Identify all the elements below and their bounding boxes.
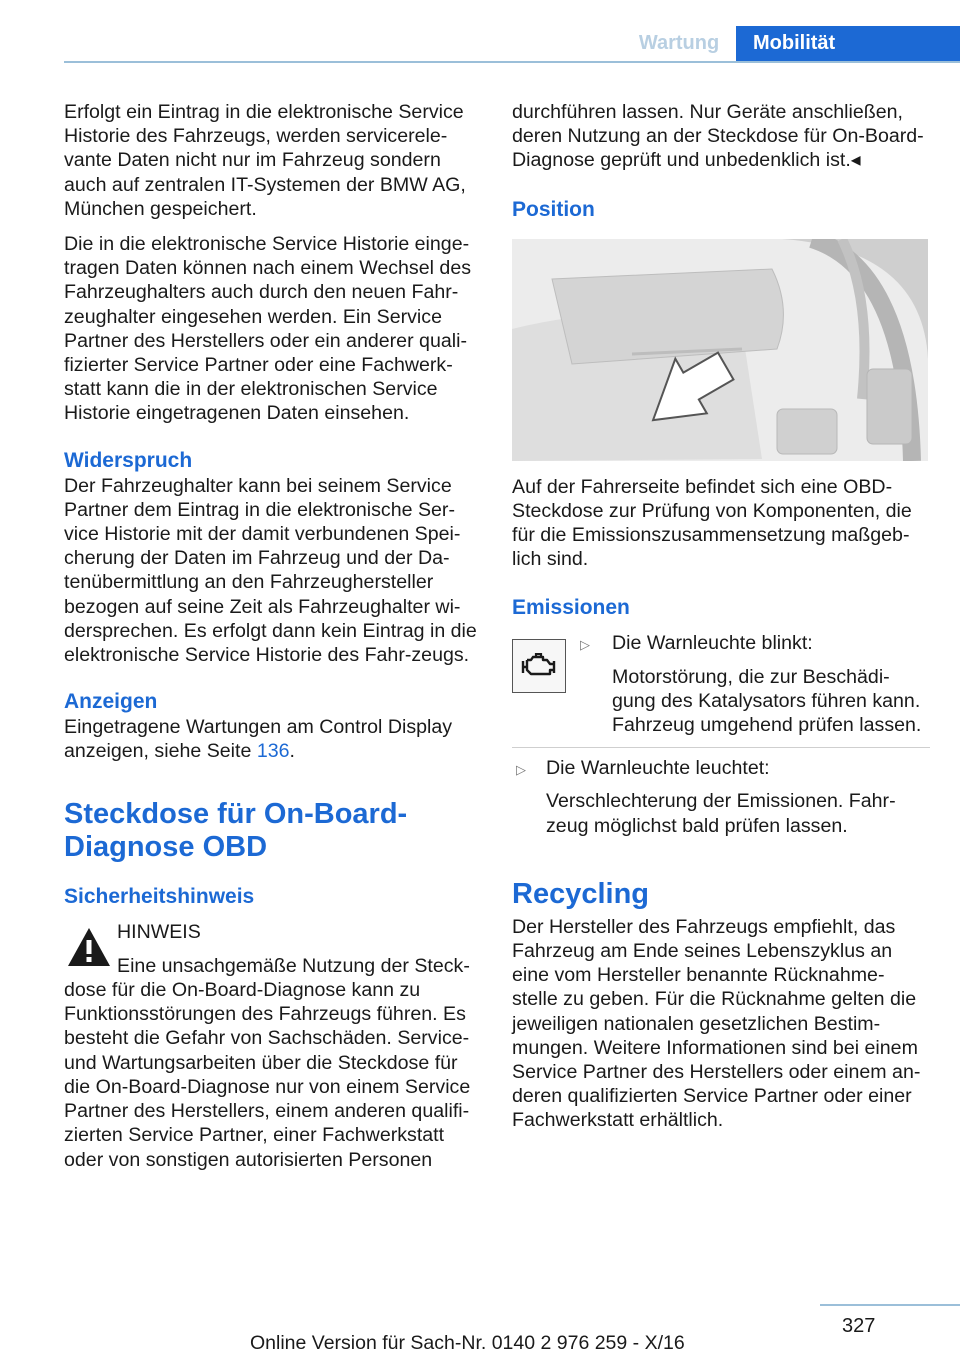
heading-obd-line1: Steckdose für On-Board- [64, 797, 408, 830]
paragraph-anzeigen: Eingetragene Wartungen am Control Display anzeigen, siehe Seite 136. [64, 716, 453, 763]
paragraph-data-access: Die in die elektronische Service Historie einge-tragen Daten können nach einem Wechsel des Fahrzeughalters auch durch den neuen Fahr-zeughalter eingesehen werden. Ein Service Partner des Herstellers oder ein anderer quali-fizierter Service Partner oder eine Fachwerk-statt kann die in der elektronischen Service Historie eingetragenen Daten einsehen. [64, 233, 472, 425]
car-interior-illustration [512, 239, 928, 461]
triangle-bullet-icon: ▷ [516, 762, 526, 778]
heading-recycling: Recycling [512, 877, 649, 910]
heading-position: Position [512, 197, 595, 221]
hinweis-block [64, 920, 480, 978]
hinweis-text: dose für die On-Board-Diagnose kann zu Funktionsstörungen des Fahrzeugs führen. Es besteht die Gefahr von Sachschäden. Service- und Wartungsarbeiten über die Steckdose für die On-Board-Diagnose nur von einem Service Partner des Herstellers, einem anderen qualifi-zierten Service Partner, einer Fachwerkstatt oder von sonstigen autorisierten Personen [64, 979, 471, 1171]
heading-widerspruch: Widerspruch [64, 448, 193, 472]
obd-location-photo [512, 239, 928, 461]
header-rule [64, 61, 960, 63]
hinweis-label: HINWEIS [117, 920, 201, 943]
list-item: ▷ Die Warnleuchte leuchtet: Verschlechterung der Emissionen. Fahr-zeug möglichst bald prüfen lassen. [516, 757, 896, 837]
right-column [512, 100, 930, 1144]
paragraph-service-history: Erfolgt ein Eintrag in die elektronische Service Historie des Fahrzeugs, werden servicerele-vante Daten nicht nur im Fahrzeug sondern auch auf zentralen IT-Systemen der BMW AG, München gespeichert. [64, 101, 466, 220]
warning-triangle-icon [64, 926, 114, 968]
emissionen-list [512, 631, 930, 837]
paragraph-continuation: durchführen lassen. Nur Geräte anschließen, deren Nutzung an der Steckdose für On-Board-Diagnose geprüft und unbedenklich ist.◂ [512, 101, 924, 172]
heading-emissionen: Emissionen [512, 596, 630, 620]
page-link[interactable]: 136 [256, 740, 290, 763]
paragraph-widerspruch: Der Fahrzeughalter kann bei seinem Service Partner dem Eintrag in die elektronische Ser-vice Historie mit der damit verbundenen Spei-cherung der Daten im Fahrzeug und der Da-tenübermittlung an den Fahrzeughersteller bezogen auf seine Zeit als Fahrzeughalter wi-dersprechen. Es erfolgt dann kein Eintrag in die elektronische Service Historie des Fahr-zeugs. [64, 474, 477, 667]
heading-sicherheitshinweis: Sicherheitshinweis [64, 884, 255, 908]
list-item: ▷ Die Warnleuchte blinkt: Motorstörung, die zur Beschädi-gung des Katalysators führen kann. Fahrzeug umgehend prüfen lassen. [580, 632, 922, 737]
hinweis-first-line: Eine unsachgemäße Nutzung der Steck- [117, 954, 470, 977]
tab-wartung[interactable]: Wartung [638, 32, 720, 54]
footer-rule [820, 1304, 960, 1306]
tab-mobilitaet[interactable]: Mobilität [736, 26, 960, 61]
paragraph-recycling: Der Hersteller des Fahrzeugs empfiehlt, das Fahrzeug am Ende seines Lebenszyklus an eine vom Hersteller benannte Rücknahme-stelle zu geben. Für die Rücknahme gelten die jeweiligen nationalen gesetzlichen Bestim-mungen. Weitere Informationen sind bei einem Service Partner des Herstellers oder einem an-deren qualifizierten Service Partner oder einer Fachwerkstatt erhältlich. [512, 915, 921, 1132]
list-divider [512, 747, 930, 748]
left-column [64, 100, 480, 1183]
online-version-footer: Online Version für Sach-Nr. 0140 2 976 259 - X/16 [250, 1332, 685, 1354]
heading-obd-line2: Diagnose OBD [64, 830, 268, 863]
triangle-bullet-icon: ▷ [580, 637, 590, 653]
heading-anzeigen: Anzeigen [64, 690, 158, 714]
page-number: 327 [842, 1315, 876, 1337]
paragraph-position: Auf der Fahrerseite befindet sich eine OBD-Steckdose zur Prüfung von Komponenten, die für die Emissionszusammensetzung maßgeb-lich sind. [512, 475, 912, 571]
